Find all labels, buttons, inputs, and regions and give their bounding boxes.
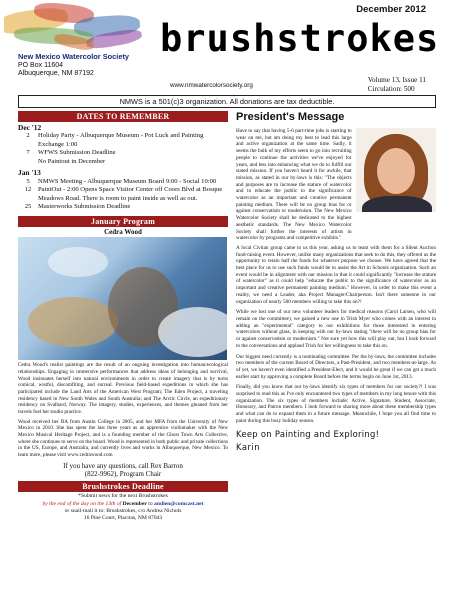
program-paragraph: Cedra Wood's realist paintings are the result of an ongoing investigation into human/ecological relationships. Engaging in immersive performances that address ideas of belonging and survival, Wood insinuates herself into natural environments in order to create imagery that is by turns comical, wistful, discomfiting, and surreal. Previous field-based expeditions in which she has participated include the Land Arts of the American West Program; The Eden Project, a traveling residency based in New South Wales and South Australia; and The Arctic Circle, an expeditionary residency on Svalbard, Norway. The imagery, studies, experiences, and themes gleaned from her travels fuel her studio practice.	[18, 362, 228, 416]
contact-line: If you have any questions, call Rex Barron	[63, 461, 183, 470]
event-day: 7	[26, 149, 30, 157]
presidents-lead-row	[236, 128, 436, 242]
signature: Karin	[236, 441, 261, 452]
deadline-line	[18, 501, 228, 508]
deadline-info	[18, 493, 228, 522]
event-text: PaintOut - 2:00 Opens Space Visitor Center off Coors Blvd at Bosque Meadows Road. There is room to paint inside as well as out.	[38, 186, 223, 202]
list-item	[18, 158, 228, 166]
org-name: New Mexico Watercolor Society	[18, 52, 130, 61]
event-day: 2	[26, 132, 30, 140]
program-paragraph: Wood received her BA from Austin College in 2005, and her MFA from the University of New Mexico in 2010. She has spent the last three years as an apprentice violinmaker with the New Mexico Musical Heritage Project, and is a founding member of the Ghost Town Arts Collective, where she continues to serve on the board. Wood is represented in both public and private collections in the US, Europe, and Australia, and currently lives and works in Albuquerque, New Mexico. To learn more, please visit www.cedrawood.com	[18, 418, 228, 458]
volume-info	[368, 76, 426, 93]
january-program-header: January Program	[18, 216, 228, 227]
dates-list	[18, 123, 228, 211]
program-contact	[18, 462, 228, 479]
presenter-artwork-image	[18, 237, 227, 360]
message-paragraph: Finally, did you know that our by-laws identify six types of members for our society?! I was surprised to read this as I've only encountered two types of members in my long tenure with this organization. The six types of members include: Active, Signature, Student, Associate, Honorary, and Patron members. I look forward to sharing more about these membership types and what can do to expand them in a future message. Meanwhile, I hope you all find time to paint during this busy holiday season.	[236, 384, 436, 424]
tax-banner: NMWS is a 501(c)3 organization. All donations are tax deductible.	[18, 95, 436, 108]
presidents-message-title: President's Message	[236, 111, 345, 123]
deadline-line: *Submit news for the next Brushstrokes	[78, 493, 168, 500]
presidents-lead-text: Have to say that having 5-6 part-time jobs is starting to wear on me, but am doing my best to lead this large and active organization at the same time. Sadly, it seems the bulk of my efforts seem to go into recruiting people to continue the activities we've enjoyed for years, and less into enhancing what we do to fulfill our stated mission. If you haven't heard it for awhile, that mission, as stated in our by-laws is this: "The objects and purposes are to increase the stature of watercolor and to educate the public to the significance of watercolor as an important and creative permanent painting medium. There will be no group bias for or against conservatism or modernism. The New Mexico Watercolor Society shall be dedicated to the highest aesthetic standards. The New Mexico Watercolor Society shall further the interests of artists in watercolor by programs and competitive exhibits."	[236, 128, 352, 242]
deadline-header: Brushstrokes Deadline	[18, 481, 228, 492]
list-item	[18, 186, 228, 203]
message-paragraph: While we lost one of our new volunteer leaders for medical reasons (Carol Larsen, who will remain on the committee), we gained a new one in Trish Myer who comes with an interest in adding an "experimental" category to our exhibitions for those interested in entering watercolors without glass, in keeping with our by-laws stating "there will be no group bias for or against conservatism or modernism." Not sure yet how this will play out, but I look forward to the conversations and applaud Trish for her willingness to take this on.	[236, 309, 436, 349]
city-line: Albuquerque, NM 87192	[18, 69, 94, 77]
event-text: Holiday Party - Albuquerque Museum - Pot Luck and Painting Exchange 1:00	[38, 132, 204, 148]
presidents-message-body	[236, 245, 436, 425]
organization-address	[18, 53, 129, 78]
issue-date: December 2012	[356, 4, 426, 15]
list-item	[18, 178, 228, 186]
president-portrait	[356, 128, 436, 212]
contact-line: (822-9962), Program Chair	[84, 470, 162, 479]
event-text: WFWS Submission Deadline	[38, 149, 116, 157]
event-day: 12	[24, 186, 32, 194]
watercolor-brush-artwork	[4, 2, 152, 56]
list-item	[18, 132, 228, 149]
signoff: Keep on Painting and Exploring!	[236, 428, 380, 439]
presenter-name: Cedra Wood	[104, 228, 142, 237]
circulation: Circulation: 500	[367, 84, 415, 93]
deadline-line: 16 Pine Court, Placitas, NM 87043	[83, 515, 163, 522]
website-link[interactable]: www.nmwatercolorsociety.org	[170, 82, 253, 89]
deadline-line: or snail-mail it to: Brushstrokes, c/o Andrea Nichols	[64, 507, 182, 514]
event-day	[18, 158, 38, 166]
deadline-month: December	[122, 500, 147, 507]
volume-issue: Volume 13, Issue 11	[367, 76, 426, 84]
deadline-email-link[interactable]: andien@comcast.net	[154, 500, 204, 507]
message-paragraph: Our biggest need currently is a nominating committee. Per the by-laws, the committee includes two members of the current Board of Directors, a Past-President, and two members-at-large. As of yet, we haven't even identified a President-Elect, and it would be great if we can get a much earlier start by approving a complete Board before the terms begin on June 1st, 2013.	[236, 353, 436, 380]
po-box: PO Box 11604	[18, 61, 64, 69]
newsletter-title: brushstrokes	[160, 17, 440, 60]
month-label-jan: Jan '13	[18, 168, 41, 178]
event-day: 25	[24, 203, 32, 210]
list-item	[18, 203, 228, 211]
list-item	[18, 149, 228, 157]
event-day: 5	[26, 177, 30, 185]
event-text: Masterworks Submission Deadline	[38, 203, 131, 210]
program-description	[18, 362, 228, 458]
left-column	[18, 111, 228, 522]
month-label-dec: Dec '12	[18, 123, 42, 132]
right-column	[236, 111, 436, 452]
deadline-date-text: by the end of the day on the 13th of	[42, 500, 122, 507]
event-text: No Paintout in December	[38, 157, 106, 165]
event-text: NMWS Meeting - Albuquerque Museum Board 9:00 - Social 10:00	[38, 177, 217, 185]
deadline-to: to	[148, 500, 153, 507]
dates-header: DATES TO REMEMBER	[18, 111, 228, 122]
message-paragraph: A local Civitan group came to us this year, asking us to team with them for a Silent Auction fund-raising event. However, unlike many organizations that seek to do this, they offered us the opportunity to retain half the funds for whatever purpose we choose. We have agreed that the best place for us to use such funds would be to assist the Art in Schools organization. Such an event would be in alignment with our mission in that it could significantly "increase the stature of watercolor" as it could help "educate the public to the significance of watercolor as an important and creative permanent painting medium." However, in order to make this event a reality, we need a Leader, aka Project Manager/Chairperson. Isn't there someone in our organization of nearly 500 members willing to take this on?!	[236, 244, 436, 305]
